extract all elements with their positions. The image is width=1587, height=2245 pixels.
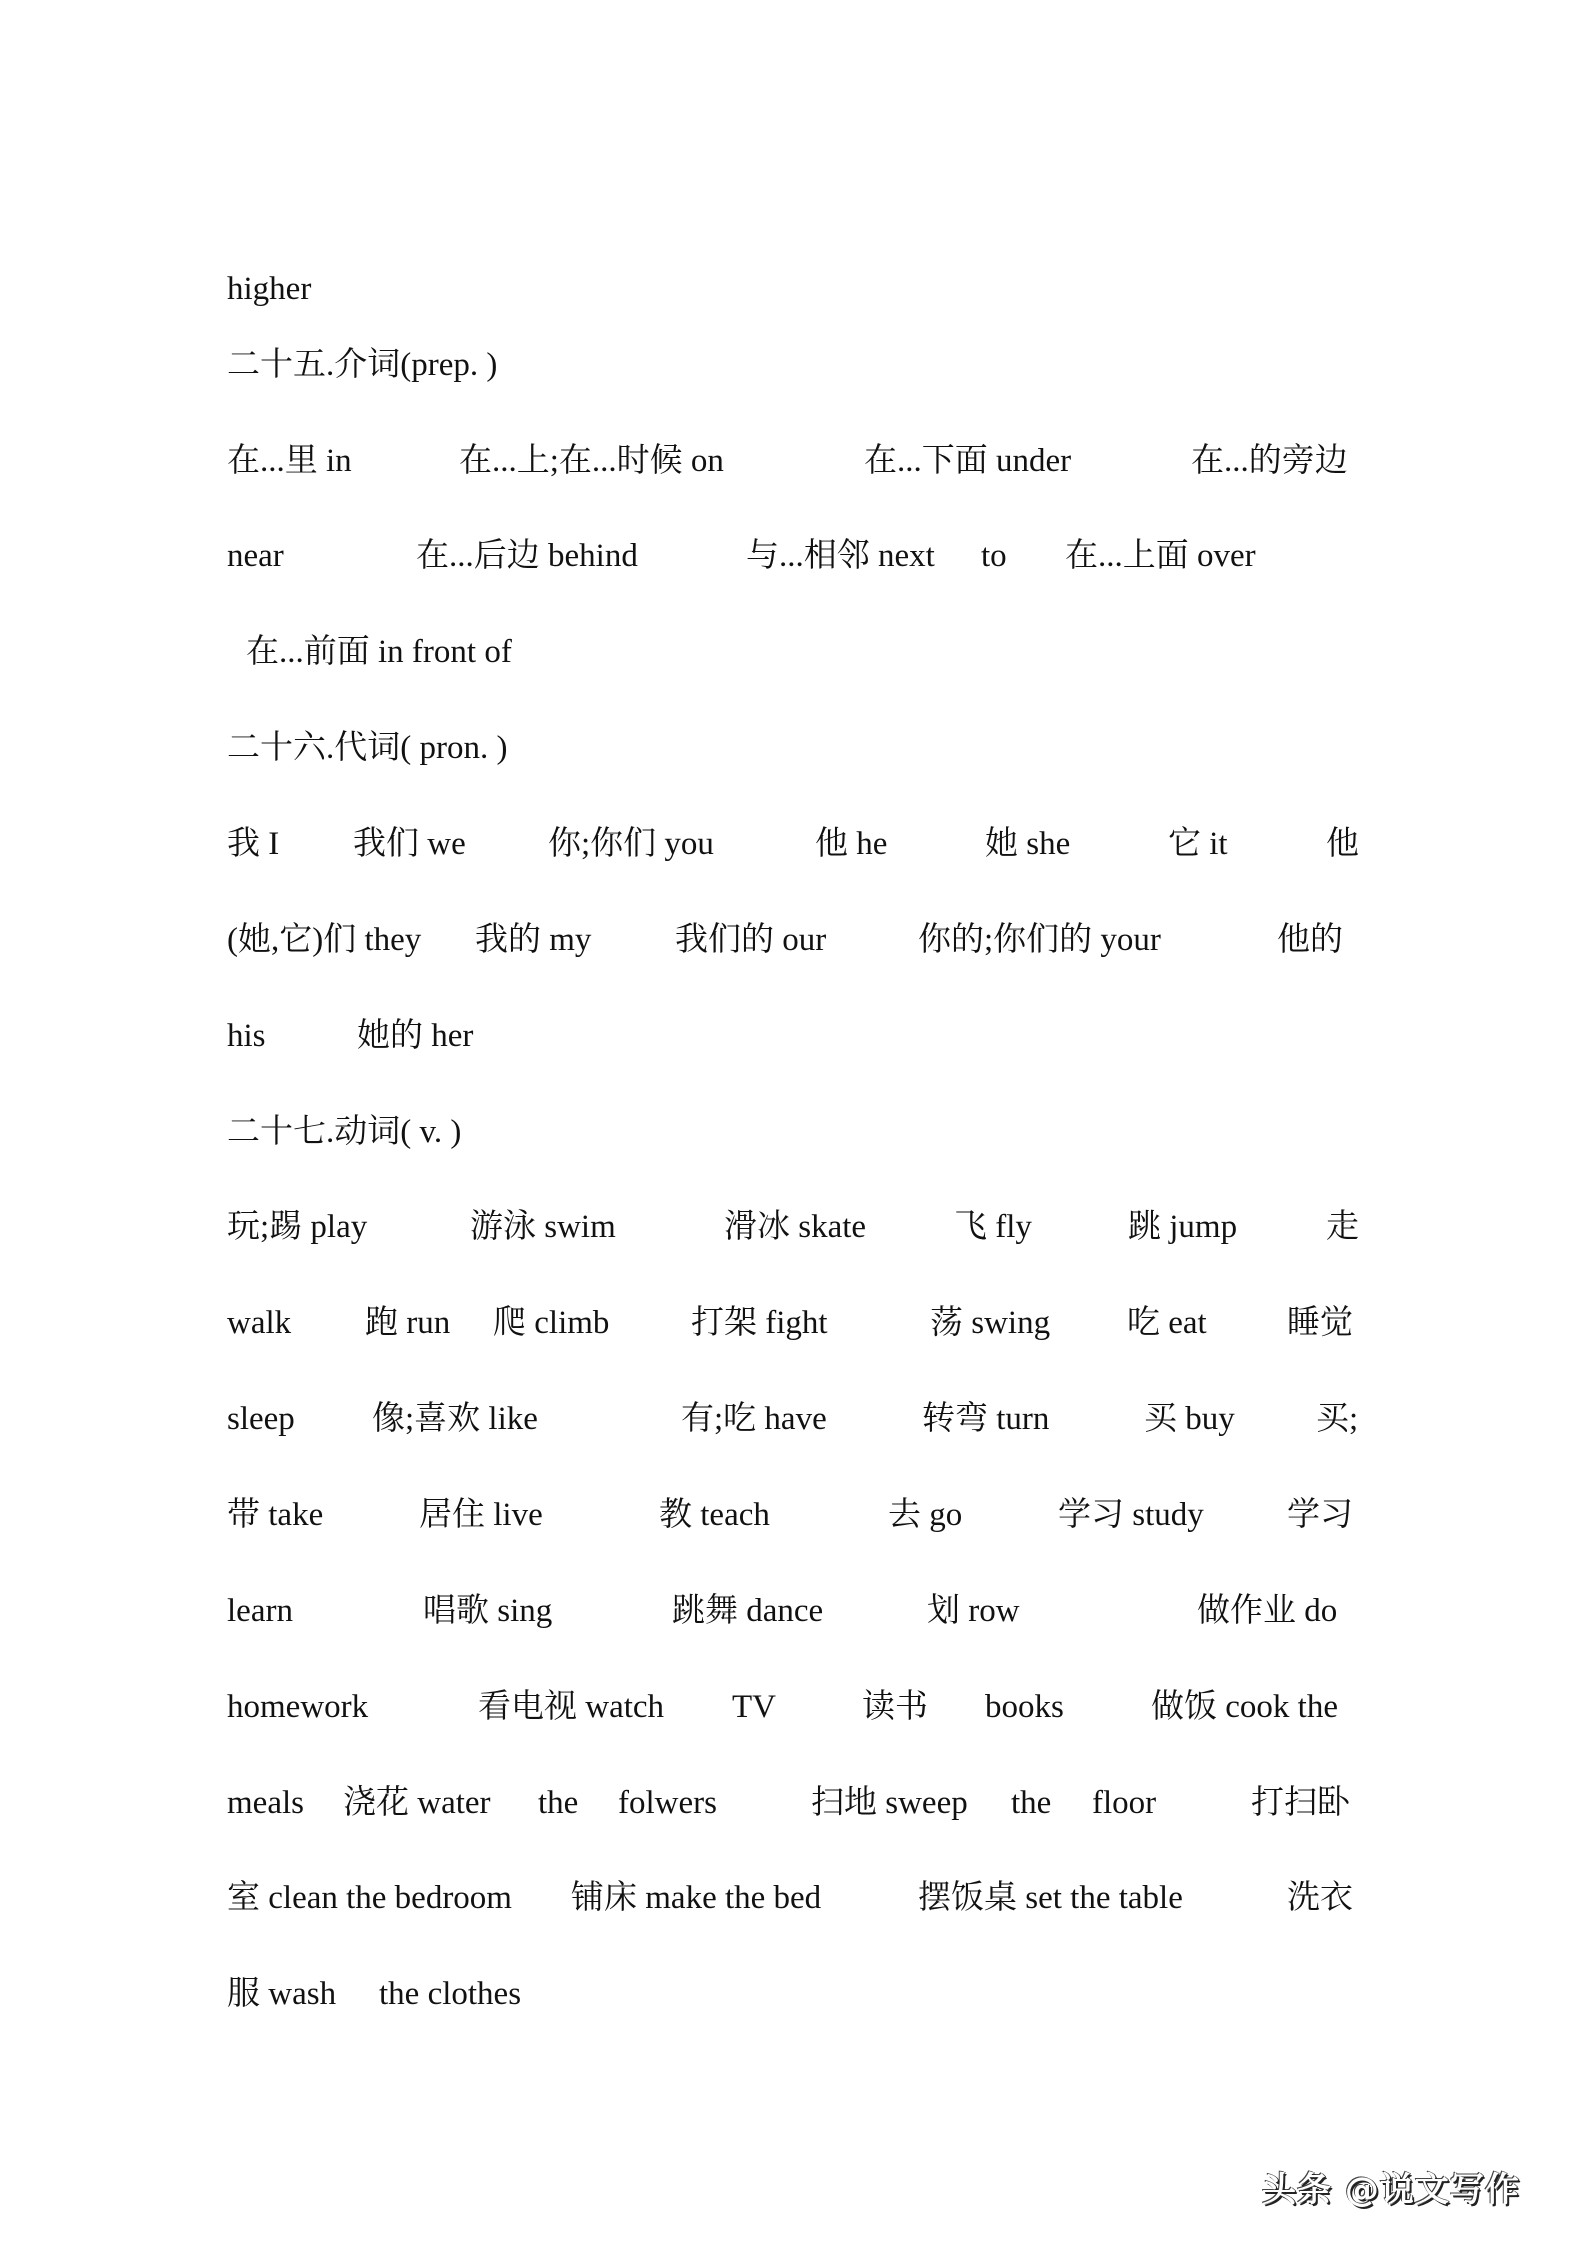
vocabulary-entry: 洗衣 — [1287, 1880, 1353, 1916]
vocabulary-entry: (她,它)们 they — [227, 922, 422, 958]
vocabulary-entry: 带 take — [227, 1497, 324, 1533]
vocabulary-entry: 走 — [1326, 1209, 1359, 1245]
vocabulary-entry: 在...上面 over — [1065, 538, 1256, 574]
vocabulary-entry: 看电视 watch — [478, 1689, 665, 1725]
vocabulary-entry: walk — [227, 1305, 292, 1341]
vocabulary-entry: 读书 — [862, 1689, 928, 1725]
vocabulary-entry: 游泳 swim — [470, 1209, 616, 1245]
vocabulary-line — [0, 819, 1587, 869]
vocabulary-entry: 买; — [1316, 1401, 1359, 1437]
vocabulary-entry: near — [227, 538, 284, 574]
carryover-word: higher — [227, 271, 312, 307]
vocabulary-entry: 室 clean the bedroom — [227, 1880, 512, 1916]
vocabulary-entry: 打架 fight — [691, 1305, 828, 1341]
vocabulary-entry: 与...相邻 next — [746, 538, 935, 574]
vocabulary-entry: 跳 jump — [1128, 1209, 1238, 1245]
vocabulary-entry: 我们 we — [353, 826, 466, 862]
vocabulary-entry: the clothes — [379, 1976, 522, 2012]
vocabulary-entry: 铺床 make the bed — [571, 1880, 822, 1916]
vocabulary-entry: 去 go — [888, 1497, 963, 1533]
vocabulary-entry: 你;你们 you — [548, 826, 714, 862]
vocabulary-entry: 在...下面 under — [864, 443, 1072, 479]
vocabulary-entry: 唱歌 sing — [423, 1593, 553, 1629]
vocabulary-line — [0, 1969, 1587, 2019]
vocabulary-entry: 转弯 turn — [922, 1401, 1050, 1437]
vocabulary-line — [0, 531, 1587, 581]
vocabulary-entry: the — [538, 1785, 579, 1821]
vocabulary-line — [0, 1011, 1587, 1061]
vocabulary-entry: 像;喜欢 like — [372, 1401, 538, 1437]
vocabulary-entry: TV — [732, 1689, 776, 1725]
vocabulary-entry: 居住 live — [419, 1497, 543, 1533]
vocabulary-entry: 爬 climb — [493, 1305, 610, 1341]
vocabulary-entry: 你的;你们的 your — [918, 922, 1161, 958]
vocabulary-entry: 睡觉 — [1287, 1305, 1353, 1341]
vocabulary-entry: the — [1011, 1785, 1052, 1821]
vocabulary-line — [0, 1394, 1587, 1444]
vocabulary-entry: 在...上;在...时候 on — [459, 443, 724, 479]
vocabulary-entry: homework — [227, 1689, 369, 1725]
carryover-word-line — [0, 264, 1587, 314]
section-heading-prepositions: 二十五.介词(prep. ) — [227, 347, 498, 383]
vocabulary-entry: 做作业 do — [1197, 1593, 1338, 1629]
vocabulary-entry: 有;吃 have — [681, 1401, 827, 1437]
vocabulary-entry: 滑冰 skate — [724, 1209, 867, 1245]
vocabulary-line — [0, 1298, 1587, 1348]
vocabulary-entry: 浇花 water — [343, 1785, 491, 1821]
vocabulary-entry: meals — [227, 1785, 304, 1821]
vocabulary-entry: 吃 eat — [1127, 1305, 1207, 1341]
vocabulary-entry: 我 I — [227, 826, 280, 862]
vocabulary-entry: folwers — [618, 1785, 717, 1821]
vocabulary-line — [0, 1873, 1587, 1923]
vocabulary-entry: floor — [1092, 1785, 1157, 1821]
vocabulary-entry: learn — [227, 1593, 293, 1629]
vocabulary-entry: to — [981, 538, 1007, 574]
vocabulary-entry: 摆饭桌 set the table — [918, 1880, 1183, 1916]
vocabulary-entry: 在...里 in — [227, 443, 352, 479]
vocabulary-entry: 他 — [1326, 826, 1359, 862]
vocabulary-entry: sleep — [227, 1401, 295, 1437]
vocabulary-entry: 跑 run — [365, 1305, 451, 1341]
vocabulary-line — [0, 1682, 1587, 1732]
vocabulary-line — [0, 1586, 1587, 1636]
vocabulary-entry: 他的 — [1277, 922, 1343, 958]
section-heading-pronouns: 二十六.代词( pron. ) — [227, 730, 508, 766]
vocabulary-entry: 它 it — [1168, 826, 1228, 862]
vocabulary-entry: 他 he — [815, 826, 888, 862]
source-watermark: 头条 @说文写作 — [1262, 2170, 1520, 2210]
vocabulary-entry: 打扫卧 — [1251, 1785, 1350, 1821]
vocabulary-line — [0, 627, 1587, 677]
vocabulary-entry: 玩;踢 play — [227, 1209, 368, 1245]
vocabulary-line — [0, 915, 1587, 965]
vocabulary-entry: 荡 swing — [930, 1305, 1051, 1341]
vocabulary-entry: 她 she — [985, 826, 1071, 862]
vocabulary-entry: 跳舞 dance — [672, 1593, 824, 1629]
vocabulary-entry: 在...前面 in front of — [246, 634, 512, 670]
vocabulary-entry: 学习 — [1287, 1497, 1353, 1533]
vocabulary-entry: 在...后边 behind — [416, 538, 638, 574]
section-heading-verbs: 二十七.动词( v. ) — [227, 1114, 462, 1150]
vocabulary-entry: 做饭 cook the — [1151, 1689, 1338, 1725]
vocabulary-entry: 我的 my — [475, 922, 592, 958]
vocabulary-line — [0, 436, 1587, 486]
vocabulary-line — [0, 1490, 1587, 1540]
vocabulary-entry: 飞 fly — [954, 1209, 1032, 1245]
vocabulary-entry: books — [985, 1689, 1064, 1725]
vocabulary-entry: 划 row — [927, 1593, 1020, 1629]
vocabulary-entry: 在...的旁边 — [1191, 443, 1348, 479]
vocabulary-entry: 服 wash — [227, 1976, 337, 2012]
vocabulary-line — [0, 1778, 1587, 1828]
vocabulary-entry: 她的 her — [357, 1018, 474, 1054]
vocabulary-entry: 买 buy — [1144, 1401, 1235, 1437]
vocabulary-entry: 我们的 our — [675, 922, 827, 958]
vocabulary-entry: his — [227, 1018, 266, 1054]
vocabulary-line — [0, 1202, 1587, 1252]
vocabulary-entry: 学习 study — [1058, 1497, 1204, 1533]
vocabulary-entry: 教 teach — [659, 1497, 770, 1533]
vocabulary-entry: 扫地 sweep — [811, 1785, 968, 1821]
